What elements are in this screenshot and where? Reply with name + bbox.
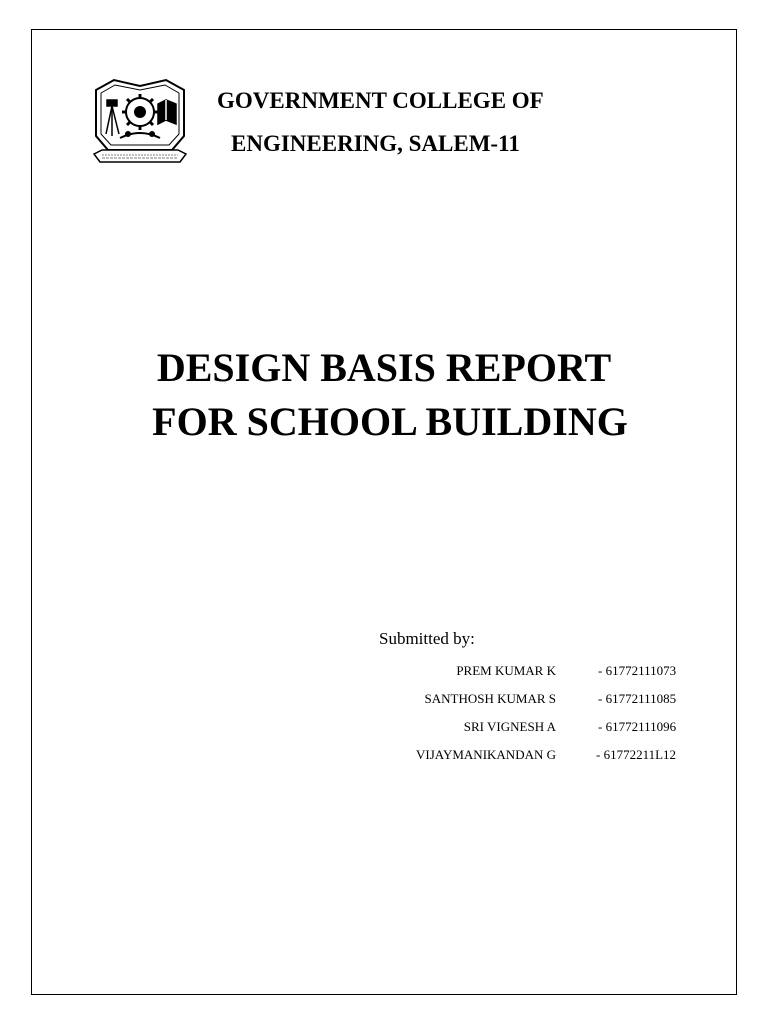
member-name: SRI VIGNESH A (463, 719, 556, 734)
member-roll-number: - 61772111096 (598, 719, 677, 734)
college-name-line2: ENGINEERING, SALEM-11 (231, 131, 520, 156)
page-border (31, 29, 737, 995)
member-row (380, 663, 694, 681)
college-emblem-logo (92, 76, 188, 170)
college-name-line1: GOVERNMENT COLLEGE OF (217, 88, 544, 113)
report-title-line2: FOR SCHOOL BUILDING (152, 399, 628, 444)
member-name: VIJAYMANIKANDAN G (416, 747, 556, 762)
member-roll-number: - 61772211L12 (596, 747, 677, 762)
report-title-line1: DESIGN BASIS REPORT (156, 345, 612, 390)
member-name: SANTHOSH KUMAR S (424, 691, 556, 706)
member-row (380, 719, 694, 737)
member-roll-number: - 61772111085 (598, 691, 677, 706)
member-roll-number: - 61772111073 (598, 663, 677, 678)
member-row (380, 747, 694, 765)
submitted-by-label: Submitted by: (379, 629, 475, 648)
member-row (380, 691, 694, 709)
member-name: PREM KUMAR K (456, 663, 556, 678)
